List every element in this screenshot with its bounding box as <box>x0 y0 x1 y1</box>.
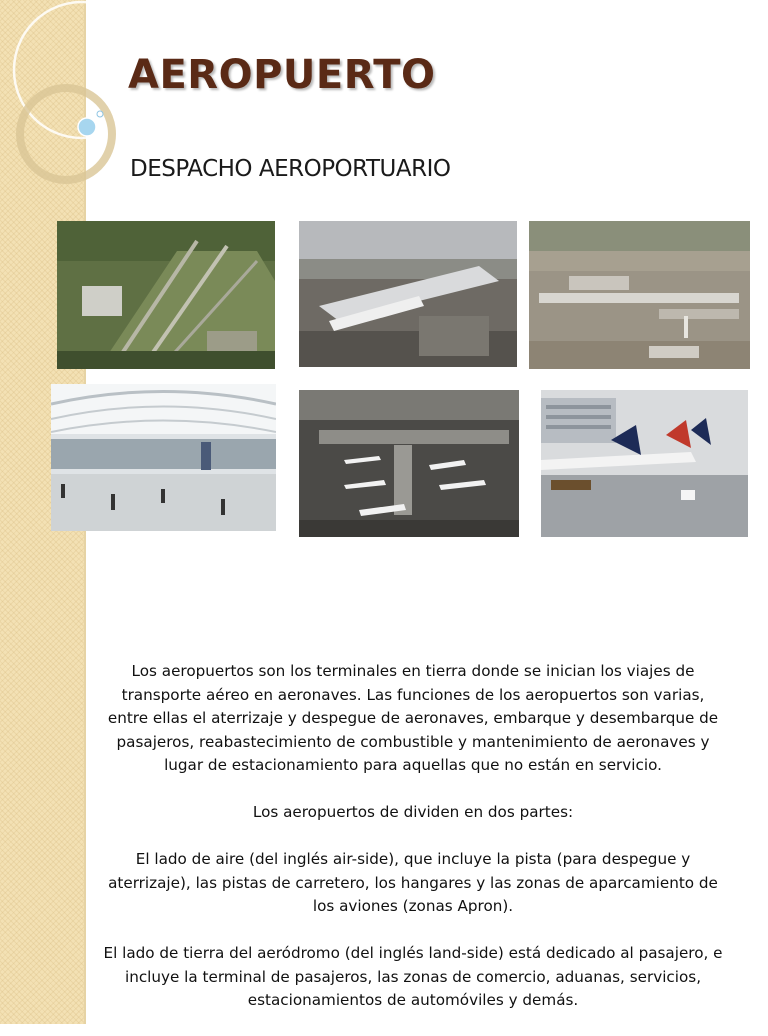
paragraph-air-side: El lado de aire (del inglés air-side), que incluye la pista (para despegue y aterrizaje), las pistas de carretero, los hangares y las zonas de aparcamiento de los aviones (zonas Apron). <box>108 850 718 915</box>
aircraft-parked-at-gates-photo <box>299 390 519 537</box>
body-text <box>100 660 726 1036</box>
aerial-airport-runways-photo <box>57 221 275 369</box>
page-title: AEROPUERTO <box>128 52 436 98</box>
aerial-airport-complex-photo <box>529 221 750 369</box>
planes-on-apron-photo <box>541 390 748 537</box>
page-subtitle: DESPACHO AEROPORTUARIO <box>130 156 451 182</box>
aerial-terminal-building-photo <box>299 221 517 367</box>
terminal-interior-hall-photo <box>51 384 276 531</box>
paragraph-land-side: El lado de tierra del aeródromo (del inglés land-side) está dedicado al pasajero, e incluye la terminal de pasajeros, las zonas de comercio, aduanas, servicios, estacionamientos de automóviles y demás. <box>103 944 723 1009</box>
paragraph-intro: Los aeropuertos son los terminales en tierra donde se inician los viajes de transporte aéreo en aeronaves. Las funciones de los aeropuertos son varias, entre ellas el aterrizaje y despegue de aeronaves, embarque y desembarque de pasajeros, reabastecimiento de combustible y mantenimiento de aeronaves y lugar de estacionamiento para aquellas que no están en servicio. <box>107 662 719 774</box>
decorative-circles <box>0 0 140 190</box>
paragraph-divisions: Los aeropuertos de dividen en dos partes: <box>252 803 574 821</box>
